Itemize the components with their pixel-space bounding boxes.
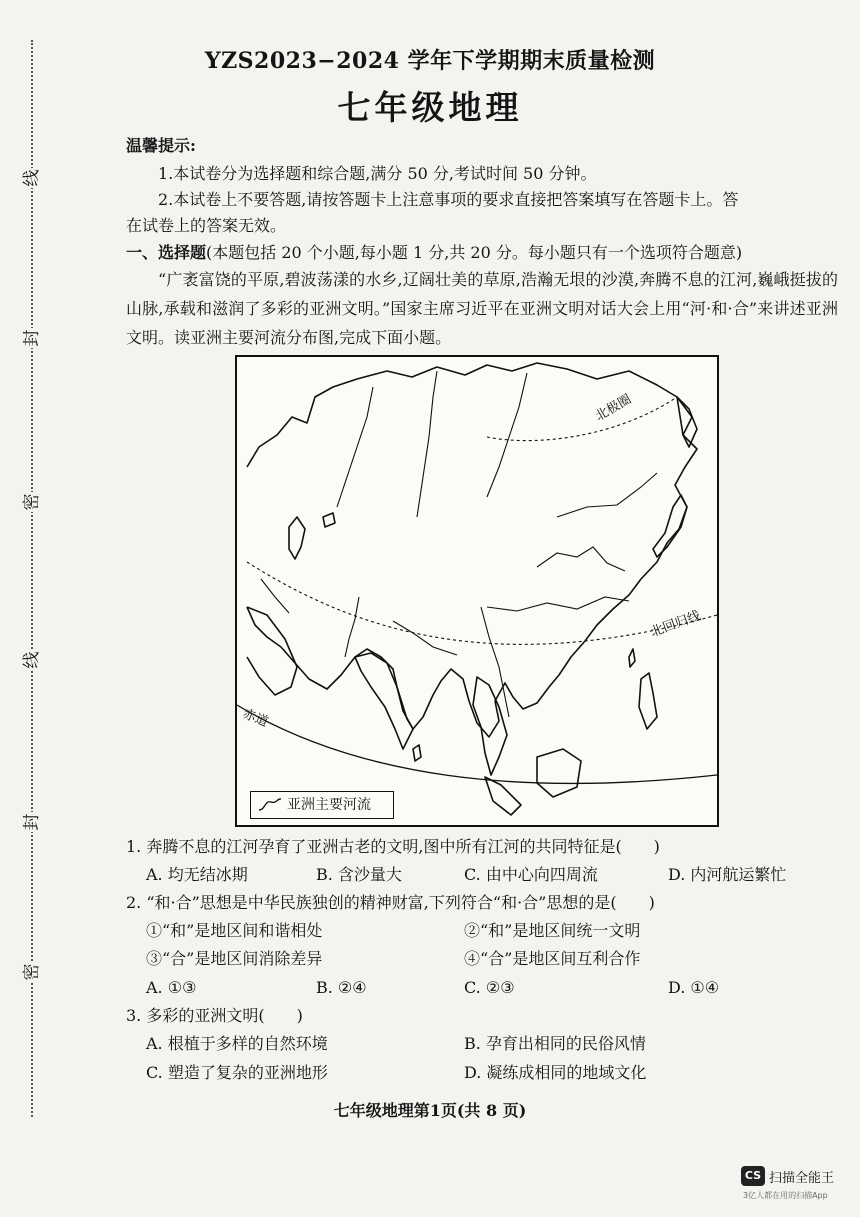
river-legend-icon: [257, 796, 283, 814]
q2-option-a: A. ①③: [146, 978, 197, 997]
river-lena: [487, 373, 527, 497]
indochina: [473, 677, 507, 775]
section-heading-label: 一、选择题: [126, 243, 207, 262]
map-legend: [250, 791, 394, 819]
q3-option-d: D. 凝练成相同的地域文化: [464, 1063, 647, 1082]
caspian-sea: [289, 517, 305, 559]
taiwan: [629, 649, 635, 667]
tips-heading: 温馨提示:: [126, 136, 196, 155]
equator-label: 赤道: [240, 706, 271, 731]
q1-option-d: D. 内河航运繁忙: [668, 865, 787, 884]
legend-label: 亚洲主要河流: [287, 797, 371, 813]
arabian-peninsula: [247, 607, 297, 695]
japan: [653, 495, 687, 557]
q2-statement-1: ①“和”是地区间和谐相处: [146, 921, 323, 940]
q2-statement-4: ④“合”是地区间互利合作: [464, 949, 641, 968]
q3-option-a: A. 根植于多样的自然环境: [146, 1034, 328, 1053]
binding-char: 密: [22, 963, 42, 981]
philippines: [639, 673, 657, 729]
subject-title: 七年级地理: [337, 88, 523, 127]
scanner-watermark: [741, 1166, 853, 1206]
tip-item-2-cont: 在试卷上的答案无效。: [126, 216, 287, 235]
intro-paragraph: “广袤富饶的平原,碧波荡漾的水乡,辽阔壮美的草原,浩瀚无垠的沙漠,奔腾不息的江河,巍峨挺拔的山脉,承载和滋润了多彩的亚洲文明。”国家主席习近平在亚洲文明对话大会上用“河·和·合”来讲述亚洲文明。读亚洲主要河流分布图,完成下面小题。: [126, 270, 838, 347]
question-3-stem: 3. 多彩的亚洲文明( ): [126, 1006, 303, 1025]
river-amur: [557, 473, 657, 517]
q2-option-d: D. ①④: [668, 978, 720, 997]
binding-dotted-line: [31, 40, 33, 1117]
river-yellow: [537, 547, 625, 571]
river-yenisei: [417, 371, 437, 517]
scanner-tagline: 3亿人都在用的扫描App: [743, 1191, 828, 1200]
sri-lanka: [413, 745, 421, 761]
asia-rivers-map: [235, 355, 719, 827]
page-footer: 七年级地理第1页(共 8 页): [333, 1101, 527, 1120]
binding-char: 封: [22, 813, 42, 831]
q1-option-a: A. 均无结冰期: [146, 865, 248, 884]
exam-title: YZS2023−2024 学年下学期期末质量检测: [204, 48, 656, 74]
map-drawing: [237, 357, 717, 825]
q2-option-c: C. ②③: [464, 978, 515, 997]
q2-statement-2: ②“和”是地区间统一文明: [464, 921, 641, 940]
tropic-line: [247, 562, 717, 644]
question-1-stem: 1. 奔腾不息的江河孕育了亚洲古老的文明,图中所有江河的共同特征是( ): [126, 837, 660, 856]
binding-char: 密: [22, 493, 42, 511]
question-2-stem: 2. “和·合”思想是中华民族独创的精神财富,下列符合“和·合”思想的是( ): [126, 893, 655, 912]
q3-option-c: C. 塑造了复杂的亚洲地形: [146, 1063, 328, 1082]
tropic-label: 北回归线: [648, 608, 703, 641]
river-ganges: [393, 621, 457, 655]
aral-sea: [323, 513, 335, 527]
binding-char: 线: [22, 169, 42, 187]
q1-option-c: C. 由中心向四周流: [464, 865, 598, 884]
scanner-logo-icon: CS: [741, 1166, 765, 1186]
section-heading: [126, 239, 742, 267]
tip-item-1: 1.本试卷分为选择题和综合题,满分 50 分,考试时间 50 分钟。: [158, 164, 597, 183]
binding-char: 线: [22, 651, 42, 669]
scanner-name: 扫描全能王: [769, 1171, 835, 1186]
q2-option-b: B. ②④: [316, 978, 367, 997]
river-yangtze: [487, 597, 629, 611]
q1-option-b: B. 含沙量大: [316, 865, 402, 884]
q3-option-b: B. 孕育出相同的民俗风情: [464, 1034, 646, 1053]
river-ob: [337, 387, 373, 507]
binding-char: 封: [22, 329, 42, 347]
arctic-circle-label: 北极圈: [592, 391, 635, 425]
indian-subcontinent: [355, 653, 413, 749]
borneo: [537, 749, 581, 797]
tip-item-2: 2.本试卷上不要答题,请按答题卡上注意事项的要求直接把答案填写在答题卡上。答: [158, 190, 739, 209]
river-indus: [345, 597, 359, 657]
asia-coastline: [247, 363, 697, 737]
q2-statement-3: ③“合”是地区间消除差异: [146, 949, 323, 968]
sumatra: [485, 777, 521, 815]
section-heading-note: (本题包括 20 个小题,每小题 1 分,共 20 分。每小题只有一个选项符合题意): [206, 243, 743, 262]
